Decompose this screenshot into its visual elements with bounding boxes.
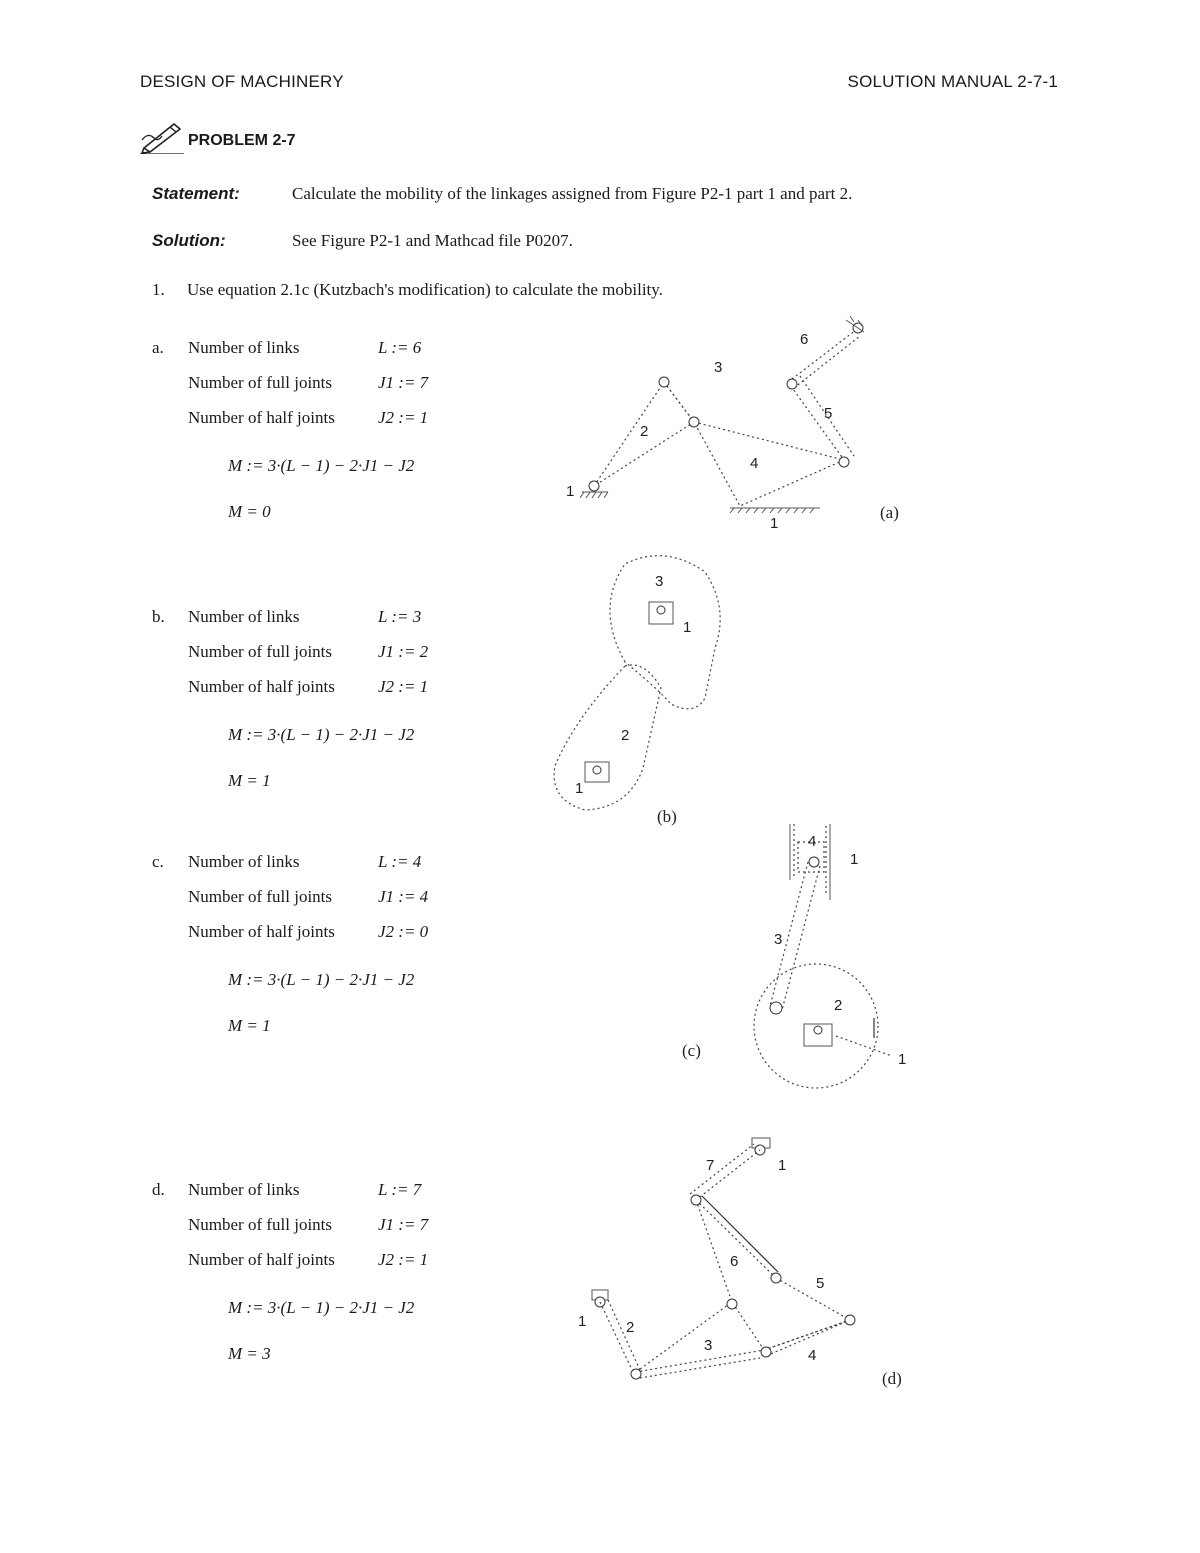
figure-caption: (c) xyxy=(682,1041,701,1060)
links-label: Number of links xyxy=(188,338,300,357)
links-equation: L := 6 xyxy=(378,338,422,357)
links-equation: L := 7 xyxy=(378,1180,422,1199)
fig-d-label: 4 xyxy=(808,1347,817,1364)
fig-b-label: 1 xyxy=(575,780,584,797)
links-label: Number of links xyxy=(188,852,300,871)
full-joints-equation: J1 := 7 xyxy=(378,1215,429,1234)
half-joints-equation: J2 := 1 xyxy=(378,677,429,696)
fig-d-label: 3 xyxy=(704,1337,713,1354)
solution-label: Solution: xyxy=(152,231,226,250)
fig-c-label: 4 xyxy=(808,833,817,850)
part-letter: d. xyxy=(152,1180,165,1199)
mobility-result: M = 0 xyxy=(228,502,271,521)
half-joints-equation: J2 := 1 xyxy=(378,1250,429,1269)
mobility-formula: M := 3·(L − 1) − 2·J1 − J2 xyxy=(228,970,415,989)
half-joints-equation: J2 := 1 xyxy=(378,408,429,427)
part-letter: c. xyxy=(152,852,164,871)
figure-b-cam xyxy=(545,548,745,828)
figure-caption: (a) xyxy=(880,503,899,522)
half-joints-label: Number of half joints xyxy=(188,677,335,696)
fig-a-label: 4 xyxy=(750,455,759,472)
header-page-id: SOLUTION MANUAL 2-7-1 xyxy=(847,72,1058,91)
problem-title: PROBLEM 2-7 xyxy=(188,132,296,149)
fig-b-label: 1 xyxy=(683,619,692,636)
figure-caption: (b) xyxy=(657,807,677,826)
links-label: Number of links xyxy=(188,607,300,626)
mobility-result: M = 1 xyxy=(228,771,271,790)
fig-a-label: 6 xyxy=(800,331,809,348)
fig-d-label: 6 xyxy=(730,1253,739,1270)
fig-c-label: 3 xyxy=(774,931,783,948)
full-joints-label: Number of full joints xyxy=(188,373,333,392)
pencil-writing-icon xyxy=(140,118,186,154)
fig-c-label: 1 xyxy=(850,851,859,868)
full-joints-label: Number of full joints xyxy=(188,887,333,906)
links-label: Number of links xyxy=(188,1180,300,1199)
fig-a-label: 3 xyxy=(714,359,723,376)
links-equation: L := 4 xyxy=(378,852,422,871)
figure-c-slider-crank xyxy=(680,820,920,1100)
fig-d-label: 5 xyxy=(816,1275,825,1292)
fig-a-label: 1 xyxy=(566,483,575,500)
pivot-icon xyxy=(589,481,599,491)
fig-c-label: 2 xyxy=(834,997,843,1014)
fig-a-label: 1 xyxy=(770,515,779,532)
half-joints-equation: J2 := 0 xyxy=(378,922,429,941)
part-letter: a. xyxy=(152,338,164,357)
header-title: DESIGN OF MACHINERY xyxy=(140,72,344,91)
mobility-formula: M := 3·(L − 1) − 2·J1 − J2 xyxy=(228,1298,415,1317)
fig-c-label: 1 xyxy=(898,1051,907,1068)
figure-caption: (d) xyxy=(882,1369,902,1388)
fig-d-label: 2 xyxy=(626,1319,635,1336)
fig-a-label: 5 xyxy=(824,405,833,422)
half-joints-label: Number of half joints xyxy=(188,1250,335,1269)
statement-text: Calculate the mobility of the linkages assigned from Figure P2-1 part 1 and part 2. xyxy=(292,184,853,203)
full-joints-equation: J1 := 2 xyxy=(378,642,429,661)
fig-b-label: 3 xyxy=(655,573,664,590)
step-number: 1. xyxy=(152,280,165,299)
full-joints-label: Number of full joints xyxy=(188,1215,333,1234)
mobility-result: M = 3 xyxy=(228,1344,271,1363)
mobility-result: M = 1 xyxy=(228,1016,271,1035)
fig-d-label: 1 xyxy=(578,1313,587,1330)
full-joints-equation: J1 := 4 xyxy=(378,887,429,906)
links-equation: L := 3 xyxy=(378,607,422,626)
mobility-formula: M := 3·(L − 1) − 2·J1 − J2 xyxy=(228,456,415,475)
figure-a-linkage xyxy=(560,310,920,540)
mobility-formula: M := 3·(L − 1) − 2·J1 − J2 xyxy=(228,725,415,744)
half-joints-label: Number of half joints xyxy=(188,408,335,427)
fig-a-label: 2 xyxy=(640,423,649,440)
fig-b-label: 2 xyxy=(621,727,630,744)
solution-text: See Figure P2-1 and Mathcad file P0207. xyxy=(292,231,573,250)
full-joints-label: Number of full joints xyxy=(188,642,333,661)
figure-d-linkage xyxy=(570,1130,920,1400)
part-letter: b. xyxy=(152,607,165,626)
fig-d-label: 7 xyxy=(706,1157,715,1174)
half-joints-label: Number of half joints xyxy=(188,922,335,941)
statement-label: Statement: xyxy=(152,184,240,203)
step-text: Use equation 2.1c (Kutzbach's modification) to calculate the mobility. xyxy=(187,280,663,299)
full-joints-equation: J1 := 7 xyxy=(378,373,429,392)
fig-d-label: 1 xyxy=(778,1157,787,1174)
